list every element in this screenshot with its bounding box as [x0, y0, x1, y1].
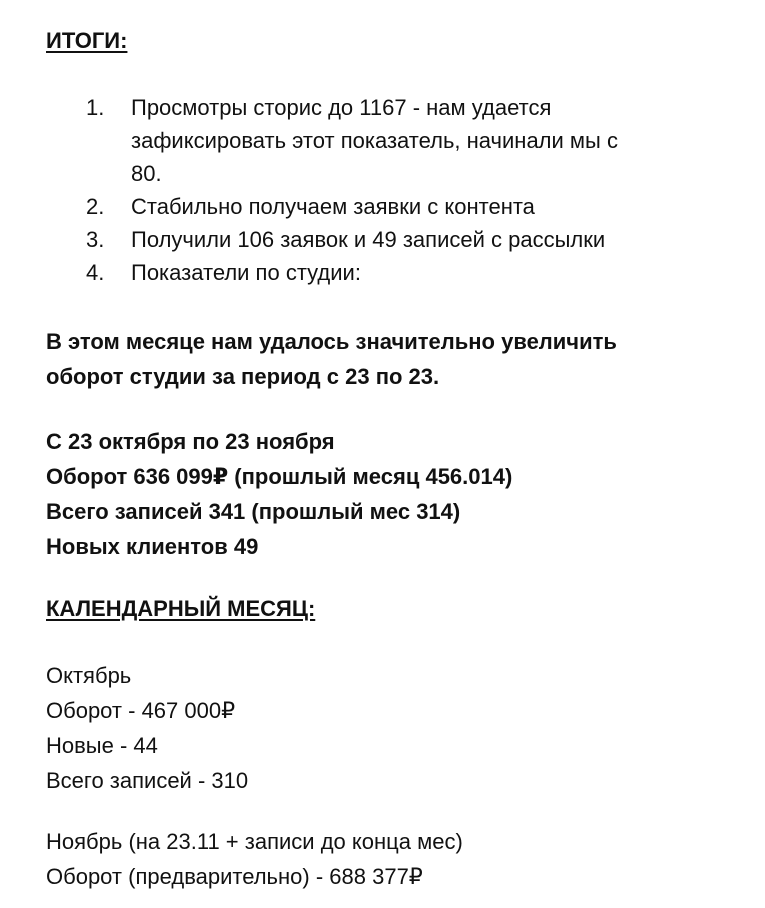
list-item [0, 190, 765, 223]
list-item-text [131, 91, 721, 190]
text-line: Получили 106 заявок и 49 записей с рассылки [131, 227, 606, 252]
month-bookings: Всего записей - 310 [46, 768, 249, 793]
list-item [0, 256, 765, 289]
list-item [0, 91, 765, 190]
october-stats [46, 658, 746, 798]
calendar-heading: КАЛЕНДАРНЫЙ МЕСЯЦ: [46, 596, 316, 621]
text-line: зафиксировать этот показатель, начинали мы с [131, 128, 618, 153]
list-item-text [131, 223, 721, 256]
text-line: 80. [131, 161, 162, 186]
month-turnover: Оборот (предварительно) - 688 377₽ [46, 864, 423, 889]
list-item-number: 3. [86, 227, 105, 252]
list-item-text [131, 256, 721, 289]
period-new-clients: Новых клиентов 49 [46, 534, 259, 559]
list-item-number: 2. [86, 194, 105, 219]
text-line: В этом месяце нам удалось значительно увеличить [46, 329, 617, 354]
highlight-paragraph [46, 324, 746, 394]
summary-heading: ИТОГИ: [46, 28, 128, 53]
list-item [0, 223, 765, 256]
text-line: Стабильно получаем заявки с контента [131, 194, 535, 219]
period-bookings: Всего записей 341 (прошлый мес 314) [46, 499, 461, 524]
list-item-number: 4. [86, 260, 105, 285]
list-item-text [131, 190, 721, 223]
summary-list [0, 91, 765, 289]
text-line: Просмотры сторис до 1167 - нам удается [131, 95, 552, 120]
period-turnover: Оборот 636 099₽ (прошлый месяц 456.014) [46, 464, 513, 489]
month-name: Октябрь [46, 663, 132, 688]
month-new: Новые - 44 [46, 733, 158, 758]
text-line: оборот студии за период с 23 по 23. [46, 364, 440, 389]
month-turnover: Оборот - 467 000₽ [46, 698, 236, 723]
month-name: Ноябрь (на 23.11 + записи до конца мес) [46, 829, 463, 854]
text-line: Показатели по студии: [131, 260, 361, 285]
period-dates: С 23 октября по 23 ноября [46, 429, 335, 454]
november-stats [46, 824, 746, 894]
list-item-number: 1. [86, 95, 105, 120]
period-stats [46, 424, 746, 564]
